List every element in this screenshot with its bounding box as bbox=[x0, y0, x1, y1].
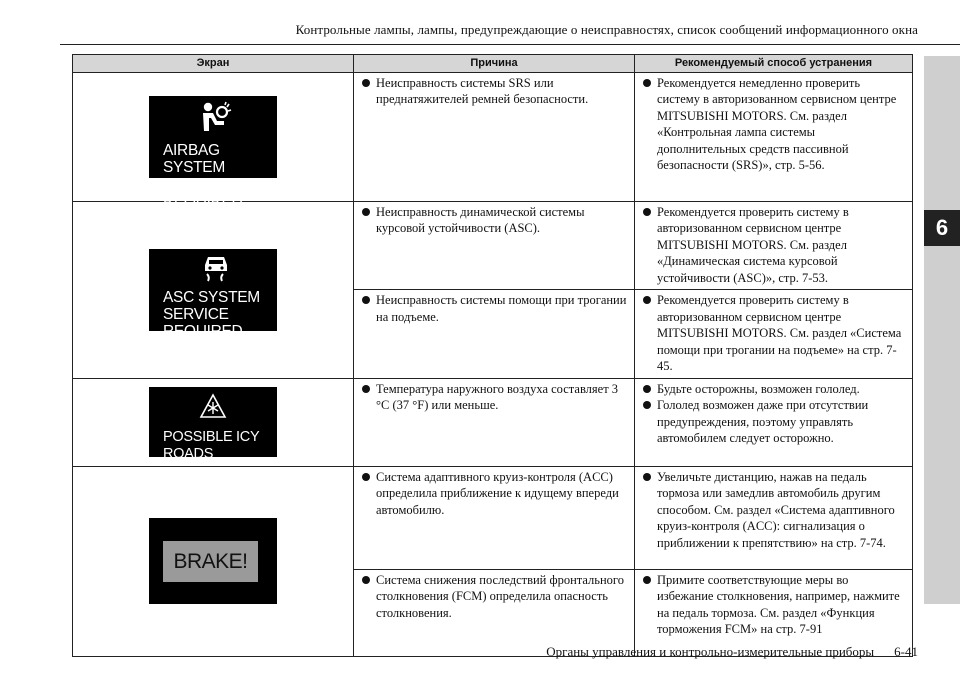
page-number: 6-41 bbox=[894, 644, 918, 659]
display-text-line: SERVICE REQUIRED bbox=[163, 305, 243, 340]
remedy-cell bbox=[635, 466, 913, 569]
list-item: Система снижения последствий фронтального столкновения (FCM) определила опасность столкновения. bbox=[360, 572, 628, 622]
chapter-tab: 6 bbox=[924, 210, 960, 246]
side-tab-bar bbox=[924, 56, 960, 604]
list-item: Неисправность динамической системы курсовой устойчивости (ASC). bbox=[360, 204, 628, 237]
cause-cell bbox=[354, 378, 635, 466]
skid-car-icon bbox=[201, 253, 231, 283]
remedy-cell bbox=[635, 569, 913, 656]
list-item: Будьте осторожны, возможен гололед. bbox=[641, 381, 906, 398]
column-header-remedy: Рекомендуемый способ устранения bbox=[635, 55, 913, 73]
bullet-icon bbox=[643, 79, 651, 87]
bullet-icon bbox=[362, 208, 370, 216]
bullet-icon bbox=[643, 576, 651, 584]
list-item: Рекомендуется немедленно проверить систему в авторизованном сервисном центре MITSUBISHI MOTORS. См. раздел «Контрольная лампа системы дополнительных средств пассивной безопасности (SRS)», стр. 5-56. bbox=[641, 75, 906, 174]
page-header: Контрольные лампы, лампы, предупреждающие о неисправностях, список сообщений информационного окна bbox=[295, 22, 918, 37]
display-text-line: AIRBAG SYSTEM bbox=[163, 141, 225, 176]
list-item: Температура наружного воздуха составляет 3 °C (37 °F) или меньше. bbox=[360, 381, 628, 414]
bullet-icon bbox=[362, 385, 370, 393]
table-row bbox=[73, 201, 913, 290]
column-header-screen: Экран bbox=[73, 55, 354, 73]
header-divider bbox=[60, 44, 960, 45]
bullet-icon bbox=[362, 79, 370, 87]
list-item: Рекомендуется проверить систему в авторизованном сервисном центре MITSUBISHI MOTORS. См. раздел «Система помощи при трогании на подъеме» на стр. 7-45. bbox=[641, 292, 906, 375]
remedy-cell bbox=[635, 201, 913, 290]
asc-display-panel bbox=[149, 249, 277, 340]
display-text-line: BRAKE! bbox=[163, 541, 258, 582]
page-footer bbox=[60, 644, 918, 660]
list-item: Гололед возможен даже при отсутствии предупреждения, поэтому управлять автомобилем следует осторожно. bbox=[641, 397, 906, 447]
cause-cell bbox=[354, 72, 635, 201]
list-item: Рекомендуется проверить систему в авторизованном сервисном центре MITSUBISHI MOTORS. См. раздел «Динамическая система курсовой устойчивости (ASC)», стр. 7-53. bbox=[641, 204, 906, 287]
brake-display-panel bbox=[149, 518, 277, 604]
table-row bbox=[73, 466, 913, 569]
remedy-cell bbox=[635, 290, 913, 379]
screen-cell bbox=[73, 466, 354, 656]
display-text-line: POSSIBLE ICY ROADS bbox=[163, 429, 260, 462]
column-header-cause: Причина bbox=[354, 55, 635, 73]
screen-cell bbox=[73, 72, 354, 210]
bullet-icon bbox=[643, 208, 651, 216]
bullet-icon bbox=[362, 473, 370, 481]
table-row bbox=[73, 378, 913, 466]
cause-cell bbox=[354, 569, 635, 656]
footer-section-title: Органы управления и контрольно-измерительные приборы bbox=[546, 644, 875, 659]
cause-cell bbox=[354, 201, 635, 290]
list-item: Неисправность системы помощи при трогании на подъеме. bbox=[360, 292, 628, 325]
list-item: Система адаптивного круиз-контроля (ACC) определила приближение к идущему впереди автомобилю. bbox=[360, 469, 628, 519]
list-item: Увеличьте дистанцию, нажав на педаль тормоза или замедлив автомобиль другим способом. См. раздел «Система адаптивного круиз-контроля (ACC): сигнализация о приближении к препятствию» на стр. 7-74. bbox=[641, 469, 906, 552]
bullet-icon bbox=[643, 473, 651, 481]
remedy-cell bbox=[635, 378, 913, 466]
bullet-icon bbox=[643, 296, 651, 304]
screen-cell bbox=[73, 201, 354, 378]
list-item: Неисправность системы SRS или преднатяжителей ремней безопасности. bbox=[360, 75, 628, 108]
snowflake-warning-icon bbox=[199, 393, 227, 419]
table-header-row bbox=[73, 55, 913, 73]
icy-roads-display-panel bbox=[149, 387, 277, 462]
display-text-line: ASC SYSTEM bbox=[163, 288, 260, 306]
warning-messages-table bbox=[72, 54, 912, 657]
cause-cell bbox=[354, 466, 635, 569]
list-item: Примите соответствующие меры во избежание столкновения, например, нажмите на педаль тормоза. См. раздел «Функция торможения FCM» на стр. 7-91 bbox=[641, 572, 906, 638]
remedy-cell bbox=[635, 72, 913, 201]
display-text-line: SERVICE REQUIRED bbox=[163, 175, 243, 210]
bullet-icon bbox=[643, 385, 651, 393]
bullet-icon bbox=[362, 576, 370, 584]
table-row bbox=[73, 72, 913, 201]
screen-cell bbox=[73, 378, 354, 466]
airbag-display-panel bbox=[149, 96, 277, 210]
bullet-icon bbox=[643, 401, 651, 409]
airbag-warning-icon bbox=[199, 101, 233, 133]
cause-cell bbox=[354, 290, 635, 379]
bullet-icon bbox=[362, 296, 370, 304]
